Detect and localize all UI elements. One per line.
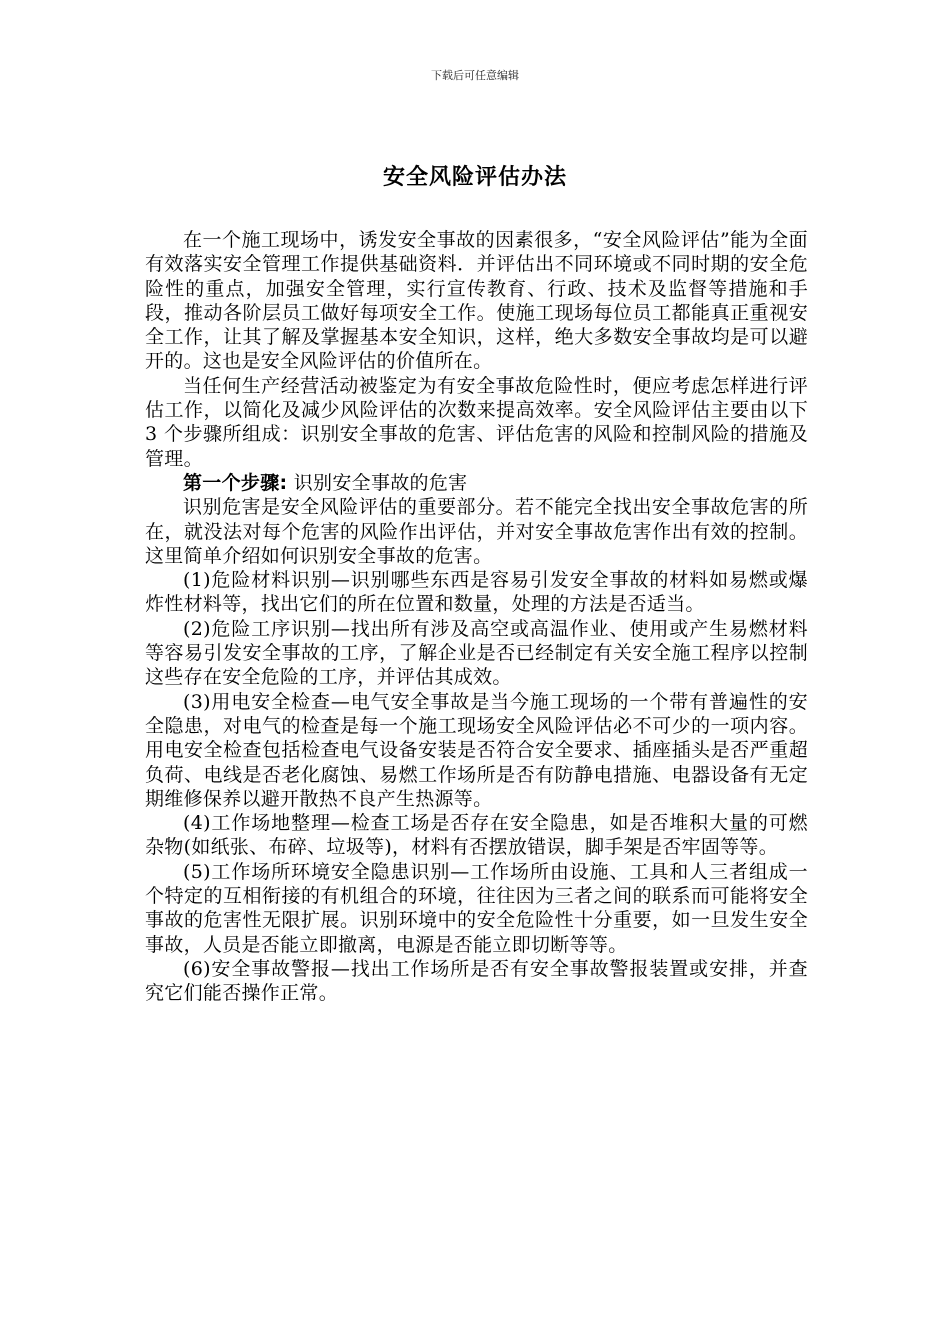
list-item: (3)用电安全检查—电气安全事故是当今施工现场的一个带有普遍性的安全隐患，对电气的检查是每一个施工现场安全风险评估必不可少的一项内容。用电安全检查包括检查电气设备安装是否符合安全要求、插座插头是否严重超负荷、电线是否老化腐蚀、易燃工作场所是否有防静电措施、电器设备有无定期维修保养以避开散热不良产生热源等。: [145, 690, 808, 810]
step-heading: [145, 471, 808, 495]
paragraph: 当任何生产经营活动被鉴定为有安全事故危险性时，便应考虑怎样进行评估工作，以简化及减少风险评估的次数来提高效率。安全风险评估主要由以下 3 个步骤所组成：识别安全事故的危害、评估危害的风险和控制风险的措施及管理。: [145, 374, 808, 470]
list-item: (4)工作场地整理—检查工场是否存在安全隐患，如是否堆积大量的可燃杂物(如纸张、布碎、垃圾等)，材料有否摆放错误，脚手架是否牢固等等。: [145, 812, 808, 859]
header-note: 下载后可任意编辑: [431, 69, 519, 82]
list-item: (1)危险材料识别—识别哪些东西是容易引发安全事故的材料如易燃或爆炸性材料等，找出它们的所在位置和数量，处理的方法是否适当。: [145, 569, 808, 616]
paragraph: 识别危害是安全风险评估的重要部分。若不能完全找出安全事故危害的所在，就没法对每个危害的风险作出评估，并对安全事故危害作出有效的控制。这里简单介绍如何识别安全事故的危害。: [145, 496, 808, 567]
step-title: 识别安全事故的危害: [287, 471, 468, 494]
list-item: (5)工作场所环境安全隐患识别—工作场所由设施、工具和人三者组成一个特定的互相衔接的有机组合的环境，往往因为三者之间的联系而可能将安全事故的危害性无限扩展。识别环境中的安全危险性十分重要，如一旦发生安全事故，人员是否能立即撤离，电源是否能立即切断等等。: [145, 860, 808, 956]
list-item: (2)危险工序识别—找出所有涉及高空或高温作业、使用或产生易燃材料等容易引发安全事故的工序，了解企业是否已经制定有关安全施工程序以控制这些存在安全危险的工序，并评估其成效。: [145, 617, 808, 689]
list-item: (6)安全事故警报—找出工作场所是否有安全事故警报装置或安排，并查究它们能否操作正常。: [145, 957, 808, 1005]
document-body: [145, 228, 808, 1006]
document-title: 安全风险评估办法: [382, 165, 567, 190]
step-label: 第一个步骤:: [183, 471, 288, 494]
paragraph: 在一个施工现场中，诱发安全事故的因素很多，“安全风险评估”能为全面有效落实安全管理工作提供基础资料．并评估出不同环境或不同时期的安全危险性的重点，加强安全管理，实行宣传教育、行政、技术及监督等措施和手段，推动各阶层员工做好每项安全工作。使施工现场每位员工都能真正重视安全工作，让其了解及掌握基本安全知识，这样，绝大多数安全事故均是可以避开的。这也是安全风险评估的价值所在。: [145, 229, 808, 373]
